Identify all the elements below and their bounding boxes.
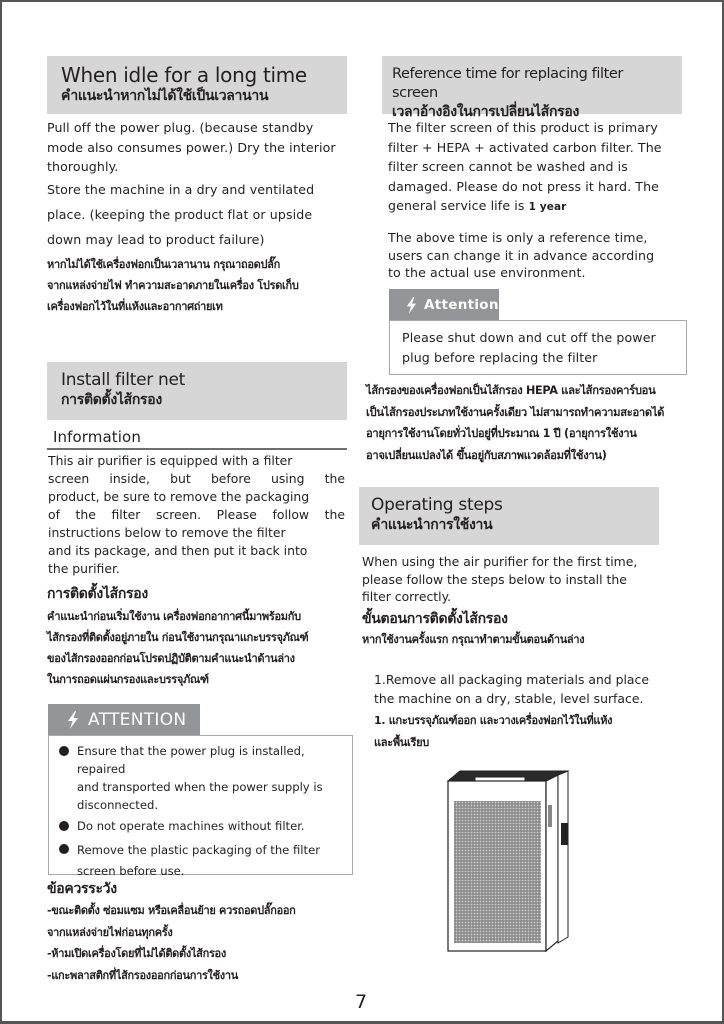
install-section-header — [47, 362, 347, 420]
operating-title-th: คำแนะนำการใช้งาน — [371, 517, 493, 533]
idle-title-th: คำแนะนำหากไม่ได้ใช้เป็นเวลานาน — [61, 88, 269, 104]
attention-tab-right — [389, 289, 499, 321]
idle-section-header — [47, 56, 347, 114]
attention-box-right: Please shut down and cut off the power plug before replacing the filter — [389, 320, 687, 375]
install-thai-text: คำแนะนำก่อนเริ่มใช้งาน เครื่องฟอกอากาศนี้มาพร้อมกับ ไส้กรองที่ติดตั้งอยู่ภายใน ก่อนใช้งานกรุณาแกะบรรจุภัณฑ์ ของไส้กรองออกก่อนโปรดปฏิบัติตามคำแนะนำด้านล่าง ในการถอดแผ่นกรองและบรรจุภัณฑ์ — [47, 610, 309, 686]
caution-block — [47, 879, 357, 986]
lightning-bolt-icon — [405, 297, 418, 314]
step-1-en: 1.Remove all packaging materials and place the machine on a dry, stable, level surface. — [374, 672, 649, 706]
bullet-icon — [59, 844, 69, 854]
install-thai-block — [47, 584, 357, 690]
lightning-bolt-icon — [66, 711, 80, 729]
reference-thai-text: ไส้กรองของเครื่องฟอกเป็นไส้กรอง HEPA และไส้กรองคาร์บอน เป็นไส้กรองประเภทใช้งานครั้งเดียว ไม่สามารถทำความสะอาดได้ อายุการใช้งานโดยทั่วไปอยู่ที่ประมาณ 1 ปี (อายุการใช้งาน อาจเปลี่ยนแปลงได้ ขึ้นอยู่กับสภาพแวดล้อมที่ใช้งาน) — [366, 384, 665, 462]
install-info-text: This air purifier is equipped with a filter screen inside, but before using the product, be sure to remove the packaging of the filter screen. Please follow the instructions below to remove the filter and its package, and then put it back into the purifier. — [48, 453, 345, 576]
reference-title-th: เวลาอ้างอิงในการเปลี่ยนไส้กรอง — [392, 104, 580, 120]
idle-title-en: When idle for a long time — [61, 63, 307, 87]
operating-thai-heading: ขั้นตอนการติดตั้งไส้กรอง — [362, 611, 508, 627]
caution-text: -ขณะติดตั้ง ซ่อมแซม หรือเคลื่อนย้าย ควรถอดปลั๊กออก จากแหล่งจ่ายไฟก่อนทุกครั้ง -ห้ามเปิดเครื่องโดยที่ไม่ได้ติดตั้งไส้กรอง -แกะพลาสติกที่ไส้กรองออกก่อนการใช้งาน — [47, 904, 296, 982]
information-heading — [47, 426, 347, 450]
idle-body — [47, 118, 357, 317]
operating-intro: When using the air purifier for the first time, please follow the steps below to install the filter correctly. — [362, 554, 638, 604]
install-title-th: การติดตั้งไส้กรอง — [61, 392, 162, 408]
idle-para-1: Pull off the power plug. (because standby mode also consumes power.) Dry the interior thoroughly. — [47, 120, 336, 174]
attention-item: Remove the plastic packaging of the filter screen before use. — [59, 840, 346, 882]
air-purifier-illustration — [440, 765, 570, 955]
caution-heading: ข้อควรระวัง — [47, 881, 117, 897]
install-title-en: Install filter net — [61, 370, 186, 390]
idle-thai-text: หากไม่ได้ใช้เครื่องฟอกเป็นเวลานาน กรุณาถอดปลั๊ก จากแหล่งจ่ายไฟ ทำความสะอาดภายในเครื่อง โปรดเก็บ เครื่องฟอกไว้ในที่แห้งและอากาศถ่ายเท — [47, 257, 299, 313]
attention-label-left: ATTENTION — [88, 710, 187, 730]
idle-para-2: Store the machine in a dry and ventilated place. (keeping the product flat or upside down may lead to product failure) — [47, 181, 315, 247]
service-life-value: 1 year — [528, 201, 567, 213]
information-label: Information — [53, 428, 141, 446]
reference-section-header — [382, 56, 682, 120]
attention-box-left — [48, 735, 353, 878]
step-1-th: 1. แกะบรรจุภัณฑ์ออก และวางเครื่องฟอกไว้ในที่แห้ง และพื้นเรียบ — [374, 714, 613, 749]
attention-item: Do not operate machines without filter. — [59, 817, 346, 835]
air-purifier-drawing — [440, 765, 570, 955]
bullet-icon — [59, 746, 69, 756]
reference-title-en: Reference time for replacing filter screen — [392, 66, 623, 101]
reference-para-2: The above time is only a reference time, users can change it in advance according to the actual use environment. — [388, 230, 655, 280]
operating-section-header — [359, 487, 659, 545]
page-number: 7 — [355, 991, 368, 1013]
attention-item: Ensure that the power plug is installed, repaired and transported when the power supply is disconnected. — [59, 742, 346, 814]
attention-label-right: Attention — [424, 297, 499, 313]
operating-thai-intro: หากใช้งานครั้งแรก กรุณาทำตามขั้นตอนด้านล่าง — [362, 633, 585, 646]
attention-tab-left — [48, 704, 200, 736]
install-thai-heading: การติดตั้งไส้กรอง — [47, 586, 148, 602]
bullet-icon — [59, 821, 69, 831]
reference-para-1: The filter screen of this product is primary filter + HEPA + activated carbon filter. The filter screen cannot be washed and is damaged. Please do not press it hard. The general service life is 1 year — [388, 120, 662, 213]
operating-title-en: Operating steps — [371, 495, 503, 515]
